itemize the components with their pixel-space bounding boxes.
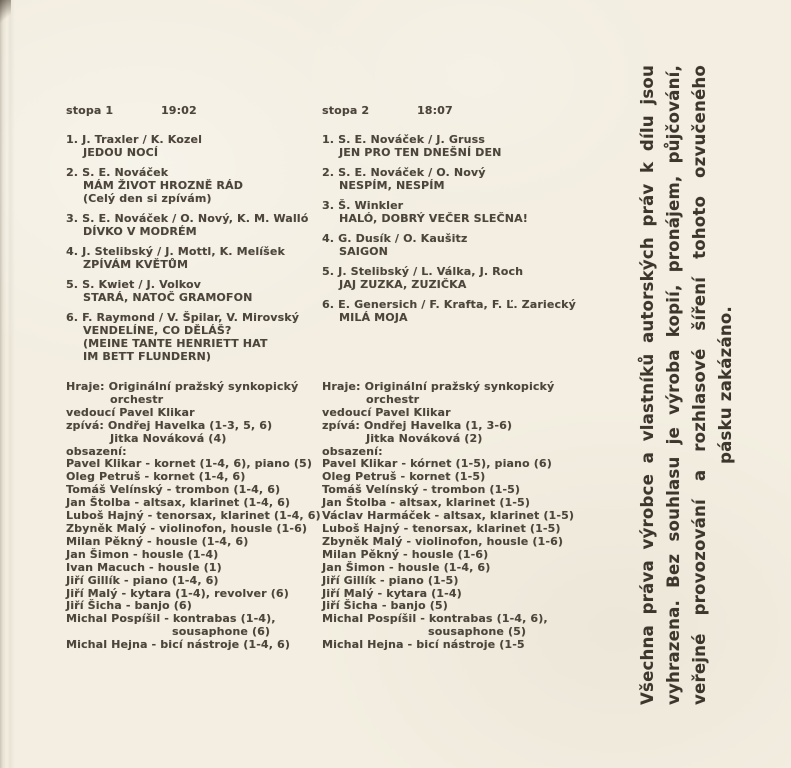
track-subtitle: (Celý den si zpívám) [83,192,212,205]
track-credits: 4. J. Stelibský / J. Mottl, K. Melíšek [66,245,285,258]
track-title: DÍVKO V MODRÉM [83,225,197,238]
personnel-line: Václav Harmáček - altsax, klarinet (1-5) [322,509,575,523]
personnel-line: Pavel Klikar - kornet (1-4, 6), piano (5) [66,457,312,471]
track-title: ZPÍVÁM KVĚTŮM [83,258,189,271]
personnel-line: Jan Šimon - housle (1-4) [66,547,219,561]
personnel-line: Hraje: Originální pražský synkopický [322,380,555,393]
track-item [66,278,324,304]
personnel-line: Luboš Hajný - tenorsax, klarinet (1-5) [322,521,561,535]
track-item [322,199,614,225]
personnel-line: Jiří Malý - kytara (1-4), revolver (6) [66,586,289,600]
paper-fold-crease [0,0,18,768]
track-item [322,265,614,291]
track-credits: 5. J. Stelibský / L. Válka, J. Roch [322,265,524,278]
side1-track-label: stopa 1 [66,104,114,117]
track-credits: 2. S. E. Nováček [66,166,169,179]
personnel-line: Michal Hejna - bicí nástroje (1-5 [322,638,525,652]
side2-personnel [322,381,614,652]
personnel-line: Michal Pospíšil - kontrabas (1-4), [66,612,276,626]
copyright-line: vyhrazena. Bez souhlasu je výroba kopií, pronájem, půjčování, [664,65,683,705]
track-item [66,166,324,205]
personnel-line: Jan Štolba - altsax, klarinet (1-5) [322,496,530,510]
side1-column [66,104,324,652]
personnel-line: vedoucí Pavel Klikar [322,405,451,419]
personnel-line: Oleg Petruš - kornet (1-5) [322,470,486,484]
track-credits: 1. S. E. Nováček / J. Gruss [322,133,485,146]
personnel-line: Jan Šimon - housle (1-4, 6) [322,560,491,574]
personnel-line: Milan Pěkný - housle (1-6) [322,547,489,561]
personnel-line: Tomáš Velínský - trombon (1-5) [322,483,521,497]
personnel-line: Jiří Gillík - piano (1-5) [322,573,459,587]
scan-corner-mark [0,0,11,26]
track-subtitle: IM BETT FLUNDERN) [83,350,212,363]
track-credits: 3. Š. Winkler [322,199,404,212]
track-title: MÁM ŽIVOT HROZNĚ RÁD [83,179,243,192]
personnel-line: Jan Štolba - altsax, klarinet (1-4, 6) [66,496,291,510]
personnel-line: Tomáš Velínský - trombon (1-4, 6) [66,483,281,497]
personnel-line: Michal Hejna - bicí nástroje (1-4, 6) [66,638,291,652]
track-item [322,232,614,258]
side2-track-list [322,133,614,381]
personnel-line: Jiří Gillík - piano (1-4, 6) [66,573,219,587]
personnel-line: Jitka Nováková (4) [110,431,227,445]
track-credits: 5. S. Kwiet / J. Volkov [66,278,201,291]
track-item [66,245,324,271]
copyright-line: pásku zakázáno. [716,306,735,464]
personnel-line: orchestr [366,392,420,406]
track-credits: 1. J. Traxler / K. Kozel [66,133,202,146]
track-credits: 3. S. E. Nováček / O. Nový, K. M. Walló [66,212,309,225]
track-item [322,166,614,192]
personnel-line: Oleg Petruš - kornet (1-4, 6) [66,470,246,484]
personnel-line: Jitka Nováková (2) [366,431,483,445]
copyright-line: Všechna práva výrobce a vlastníků autorských práv k dílu jsou [638,65,657,705]
personnel-line: sousaphone (5) [428,625,527,639]
personnel-line: Jiří Šicha - banjo (6) [66,599,192,613]
side1-header [66,104,324,118]
personnel-line: zpívá: Ondřej Havelka (1-3, 5, 6) [66,418,273,432]
personnel-line: Pavel Klikar - kórnet (1-5), piano (6) [322,457,552,471]
track-title: STARÁ, NATOČ GRAMOFON [83,291,253,304]
side2-column [322,104,614,652]
copyright-notice-rotated [635,65,745,705]
track-title: JEN PRO TEN DNEŠNÍ DEN [339,146,502,159]
side2-track-label: stopa 2 [322,104,370,117]
track-title: JAJ ZUZKA, ZUZIČKA [339,278,467,291]
personnel-line: Zbyněk Malý - violinofon, housle (1-6) [322,534,564,548]
personnel-line: Hraje: Originální pražský synkopický [66,380,299,393]
personnel-line: obsazení: [66,444,127,458]
side1-duration: 19:02 [161,104,197,117]
personnel-line: Michal Pospíšil - kontrabas (1-4, 6), [322,612,548,626]
track-title: HALÓ, DOBRÝ VEČER SLEČNA! [339,212,528,225]
side2-header [322,104,614,118]
personnel-line: zpívá: Ondřej Havelka (1, 3-6) [322,418,513,432]
personnel-line: Jiří Malý - kytara (1-4) [322,586,462,600]
track-credits: 6. F. Raymond / V. Špilar, V. Mirovský [66,311,300,324]
side1-personnel [66,381,324,652]
track-title: VENDELÍNE, CO DĚLÁŠ? [83,324,232,337]
track-title: JEDOU NOCÍ [83,146,159,159]
side1-track-list [66,133,324,381]
track-item [66,212,324,238]
track-title: NESPÍM, NESPÍM [339,179,445,192]
side2-duration: 18:07 [417,104,453,117]
personnel-line: orchestr [110,392,164,406]
personnel-line: vedoucí Pavel Klikar [66,405,195,419]
track-credits: 2. S. E. Nováček / O. Nový [322,166,486,179]
personnel-line: Milan Pěkný - housle (1-4, 6) [66,534,249,548]
copyright-line: veřejné provozování a rozhlasové šíření tohoto ozvučeného [690,65,709,705]
track-credits: 6. E. Genersich / F. Krafta, F. Ľ. Zariecký [322,298,576,311]
personnel-line: Jiří Šicha - banjo (5) [322,599,448,613]
track-title: SAIGON [339,245,389,258]
personnel-line: obsazení: [322,444,383,458]
track-item [66,133,324,159]
track-item [66,311,324,363]
track-item [322,133,614,159]
track-subtitle: (MEINE TANTE HENRIETT HAT [83,337,268,350]
track-credits: 4. G. Dusík / O. Kaušitz [322,232,468,245]
track-title: MILÁ MOJA [339,311,408,324]
track-item [322,298,614,324]
personnel-line: Ivan Macuch - housle (1) [66,560,222,574]
personnel-line: Zbyněk Malý - violinofon, housle (1-6) [66,521,308,535]
personnel-line: sousaphone (6) [172,625,271,639]
personnel-line: Luboš Hajný - tenorsax, klarinet (1-4, 6) [66,509,321,523]
